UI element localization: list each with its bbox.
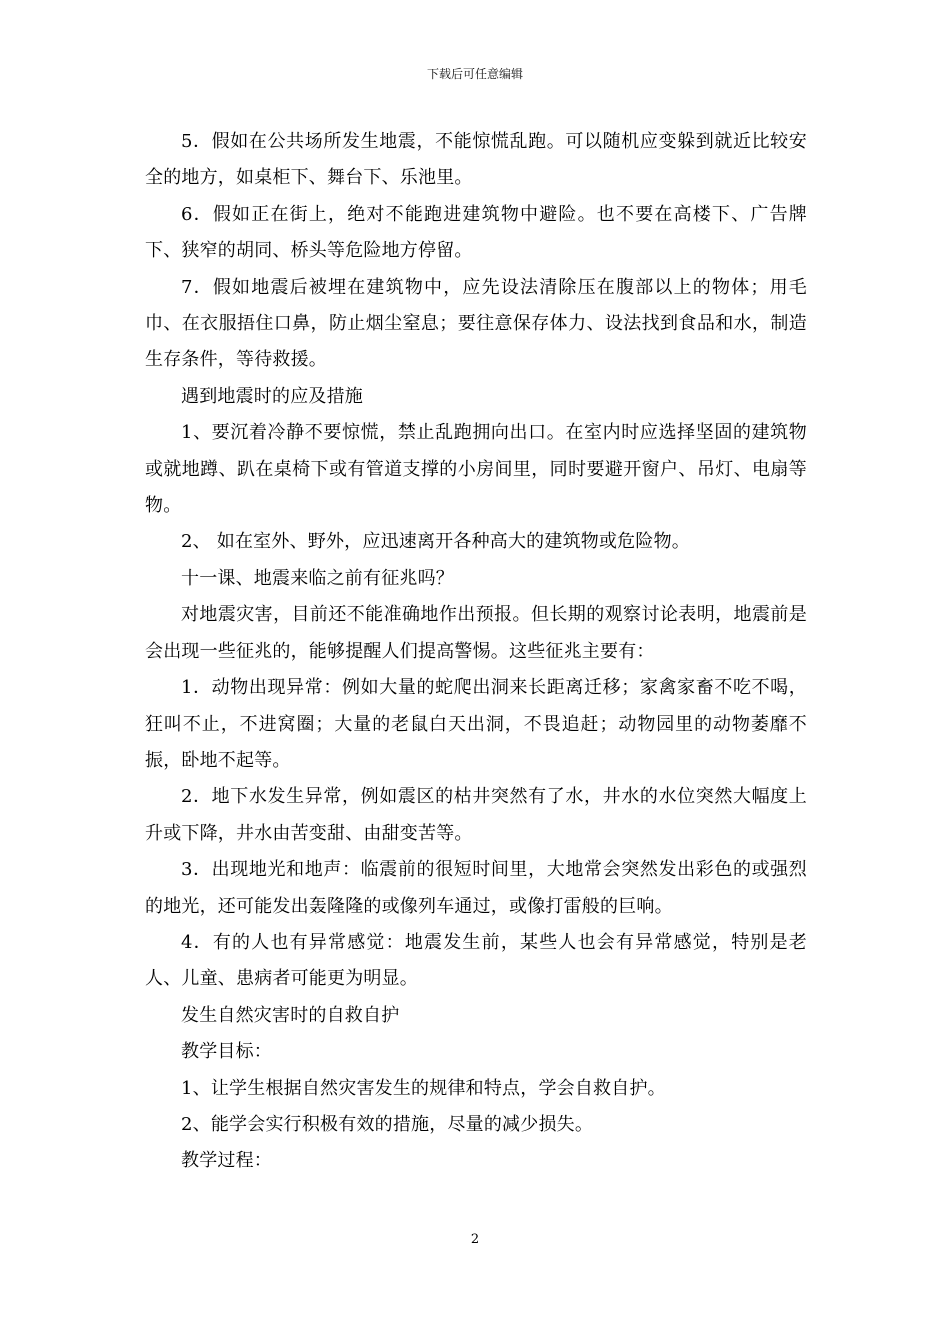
section-heading: 十一课、地震来临之前有征兆吗？ (181, 567, 454, 589)
page-header: 下载后可任意编辑 (426, 67, 523, 81)
paragraph: 3．出现地光和地声：临震前的很短时间里，大地常会突然发出彩色的或强烈的地光，还可能发出轰隆隆的或像列车通过，或像打雷般的巨响。 (145, 859, 807, 917)
paragraph: 1、要沉着冷静不要惊慌，禁止乱跑拥向出口。在室内时应选择坚固的建筑物或就地蹲、趴在桌椅下或有管道支撑的小房间里，同时要避开窗户、吊灯、电扇等物。 (145, 422, 807, 517)
paragraph: 5．假如在公共场所发生地震，不能惊慌乱跑。可以随机应变躲到就近比较安全的地方，如桌柜下、舞台下、乐池里。 (145, 131, 807, 189)
section-heading: 遇到地震时的应及措施 (181, 385, 363, 407)
paragraph: 1．动物出现异常：例如大量的蛇爬出洞来长距离迁移；家禽家畜不吃不喝，狂叫不止，不进窝圈；大量的老鼠白天出洞，不畏追赶；动物园里的动物萎靡不振，卧地不起等。 (145, 677, 807, 771)
paragraph: 对地震灾害，目前还不能准确地作出预报。但长期的观察讨论表明，地震前是会出现一些征兆的，能够提醒人们提高警惕。这些征兆主要有： (145, 604, 807, 662)
subheading: 教学过程： (181, 1150, 272, 1172)
paragraph: 6．假如正在街上，绝对不能跑进建筑物中避险。也不要在高楼下、广告牌下、狭窄的胡同、桥头等危险地方停留。 (145, 203, 807, 262)
subheading: 教学目标： (181, 1041, 272, 1063)
document-body (145, 124, 807, 1180)
paragraph: 2、能学会实行积极有效的措施，尽量的减少损失。 (181, 1113, 594, 1135)
section-heading: 发生自然灾害时的自救自护 (181, 1004, 400, 1026)
paragraph: 2、 如在室外、野外，应迅速离开各种高大的建筑物或危险物。 (181, 531, 690, 553)
paragraph: 2．地下水发生异常，例如震区的枯井突然有了水，井水的水位突然大幅度上升或下降，井水由苦变甜、由甜变苦等。 (145, 786, 807, 844)
page-number: 2 (470, 1232, 480, 1247)
paragraph: 4．有的人也有异常感觉：地震发生前，某些人也会有异常感觉，特别是老人、儿童、患病者可能更为明显。 (145, 931, 807, 990)
paragraph: 1、让学生根据自然灾害发生的规律和特点，学会自救自护。 (181, 1077, 666, 1099)
paragraph: 7．假如地震后被埋在建筑物中，应先设法清除压在腹部以上的物体；用毛巾、在衣服捂住口鼻，防止烟尘窒息；要往意保存体力、设法找到食品和水，制造生存条件，等待救援。 (145, 276, 807, 371)
